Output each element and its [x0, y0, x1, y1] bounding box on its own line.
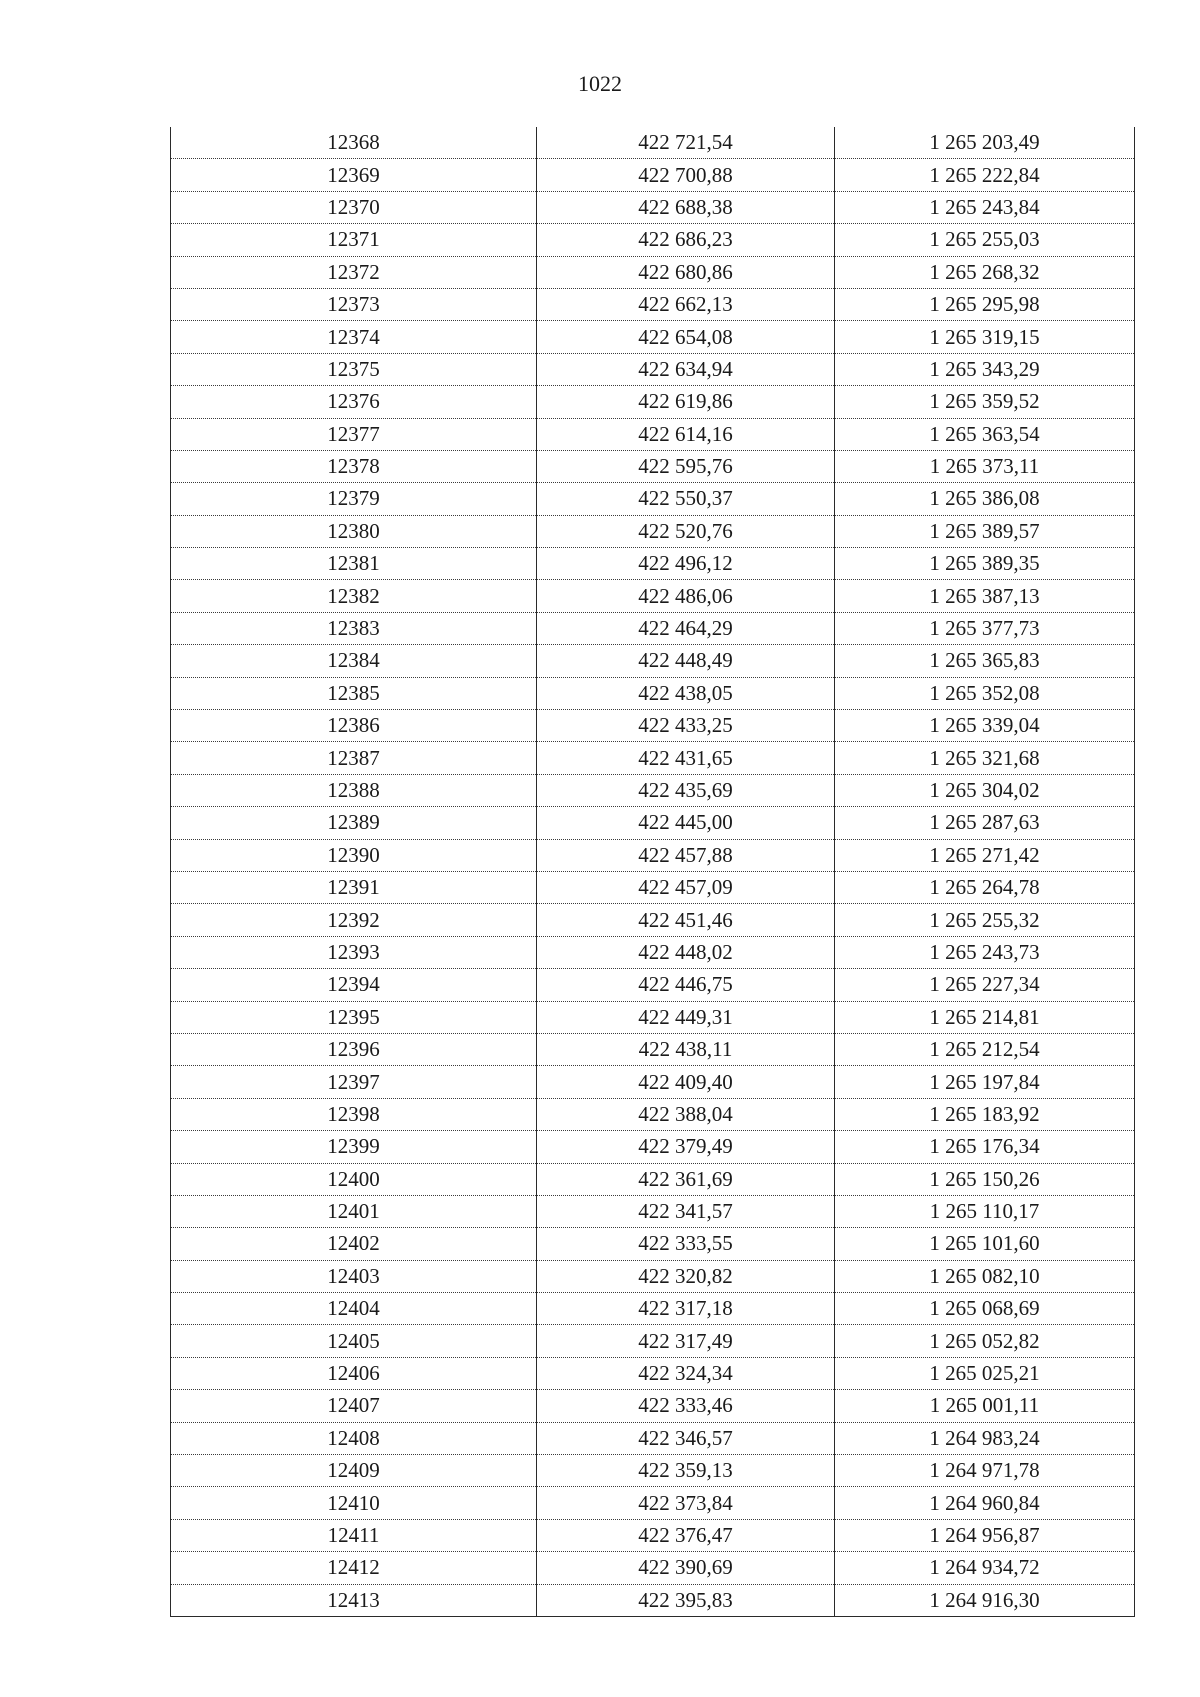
point-number-cell: 12383 [171, 612, 537, 644]
y-coordinate-cell: 1 265 176,34 [835, 1131, 1135, 1163]
x-coordinate-cell: 422 317,18 [537, 1293, 835, 1325]
y-coordinate-cell: 1 265 319,15 [835, 321, 1135, 353]
point-number-cell: 12389 [171, 807, 537, 839]
x-coordinate-cell: 422 451,46 [537, 904, 835, 936]
y-coordinate-cell: 1 265 377,73 [835, 612, 1135, 644]
y-coordinate-cell: 1 265 212,54 [835, 1033, 1135, 1065]
x-coordinate-cell: 422 496,12 [537, 548, 835, 580]
y-coordinate-cell: 1 265 359,52 [835, 386, 1135, 418]
y-coordinate-cell: 1 265 339,04 [835, 710, 1135, 742]
point-number-cell: 12401 [171, 1195, 537, 1227]
table-row [171, 159, 1135, 191]
y-coordinate-cell: 1 264 960,84 [835, 1487, 1135, 1519]
y-coordinate-cell: 1 265 025,21 [835, 1357, 1135, 1389]
x-coordinate-cell: 422 595,76 [537, 450, 835, 482]
y-coordinate-cell: 1 265 365,83 [835, 645, 1135, 677]
table-row [171, 1584, 1135, 1616]
point-number-cell: 12380 [171, 515, 537, 547]
x-coordinate-cell: 422 438,11 [537, 1033, 835, 1065]
table-row [171, 1325, 1135, 1357]
table-row [171, 483, 1135, 515]
x-coordinate-cell: 422 654,08 [537, 321, 835, 353]
x-coordinate-cell: 422 317,49 [537, 1325, 835, 1357]
x-coordinate-cell: 422 438,05 [537, 677, 835, 709]
point-number-cell: 12379 [171, 483, 537, 515]
y-coordinate-cell: 1 265 052,82 [835, 1325, 1135, 1357]
y-coordinate-cell: 1 265 255,32 [835, 904, 1135, 936]
point-number-cell: 12370 [171, 191, 537, 223]
y-coordinate-cell: 1 265 068,69 [835, 1293, 1135, 1325]
y-coordinate-cell: 1 265 150,26 [835, 1163, 1135, 1195]
point-number-cell: 12407 [171, 1390, 537, 1422]
point-number-cell: 12395 [171, 1001, 537, 1033]
point-number-cell: 12388 [171, 774, 537, 806]
table-row [171, 580, 1135, 612]
x-coordinate-cell: 422 379,49 [537, 1131, 835, 1163]
x-coordinate-cell: 422 359,13 [537, 1455, 835, 1487]
x-coordinate-cell: 422 333,55 [537, 1228, 835, 1260]
x-coordinate-cell: 422 346,57 [537, 1422, 835, 1454]
coordinates-table-body [171, 127, 1135, 1616]
y-coordinate-cell: 1 265 110,17 [835, 1195, 1135, 1227]
x-coordinate-cell: 422 700,88 [537, 159, 835, 191]
point-number-cell: 12398 [171, 1098, 537, 1130]
point-number-cell: 12384 [171, 645, 537, 677]
point-number-cell: 12396 [171, 1033, 537, 1065]
x-coordinate-cell: 422 457,88 [537, 839, 835, 871]
y-coordinate-cell: 1 265 287,63 [835, 807, 1135, 839]
point-number-cell: 12394 [171, 969, 537, 1001]
table-row [171, 1293, 1135, 1325]
x-coordinate-cell: 422 431,65 [537, 742, 835, 774]
y-coordinate-cell: 1 265 343,29 [835, 353, 1135, 385]
x-coordinate-cell: 422 409,40 [537, 1066, 835, 1098]
point-number-cell: 12390 [171, 839, 537, 871]
x-coordinate-cell: 422 486,06 [537, 580, 835, 612]
point-number-cell: 12405 [171, 1325, 537, 1357]
x-coordinate-cell: 422 688,38 [537, 191, 835, 223]
point-number-cell: 12374 [171, 321, 537, 353]
point-number-cell: 12373 [171, 288, 537, 320]
table-row [171, 191, 1135, 223]
x-coordinate-cell: 422 448,02 [537, 936, 835, 968]
table-row [171, 904, 1135, 936]
page-number: 1022 [578, 71, 622, 96]
x-coordinate-cell: 422 376,47 [537, 1519, 835, 1551]
point-number-cell: 12372 [171, 256, 537, 288]
y-coordinate-cell: 1 265 352,08 [835, 677, 1135, 709]
x-coordinate-cell: 422 320,82 [537, 1260, 835, 1292]
x-coordinate-cell: 422 435,69 [537, 774, 835, 806]
point-number-cell: 12378 [171, 450, 537, 482]
table-row [171, 774, 1135, 806]
table-row [171, 1066, 1135, 1098]
point-number-cell: 12411 [171, 1519, 537, 1551]
y-coordinate-cell: 1 265 222,84 [835, 159, 1135, 191]
y-coordinate-cell: 1 265 389,57 [835, 515, 1135, 547]
table-row [171, 450, 1135, 482]
table-row [171, 1487, 1135, 1519]
y-coordinate-cell: 1 265 227,34 [835, 969, 1135, 1001]
x-coordinate-cell: 422 721,54 [537, 127, 835, 159]
table-row [171, 321, 1135, 353]
y-coordinate-cell: 1 265 183,92 [835, 1098, 1135, 1130]
x-coordinate-cell: 422 388,04 [537, 1098, 835, 1130]
x-coordinate-cell: 422 373,84 [537, 1487, 835, 1519]
table-row [171, 418, 1135, 450]
table-row [171, 710, 1135, 742]
point-number-cell: 12404 [171, 1293, 537, 1325]
x-coordinate-cell: 422 395,83 [537, 1584, 835, 1616]
y-coordinate-cell: 1 265 001,11 [835, 1390, 1135, 1422]
point-number-cell: 12392 [171, 904, 537, 936]
x-coordinate-cell: 422 550,37 [537, 483, 835, 515]
y-coordinate-cell: 1 265 373,11 [835, 450, 1135, 482]
y-coordinate-cell: 1 265 389,35 [835, 548, 1135, 580]
coordinates-table [170, 127, 1135, 1617]
x-coordinate-cell: 422 433,25 [537, 710, 835, 742]
x-coordinate-cell: 422 446,75 [537, 969, 835, 1001]
x-coordinate-cell: 422 662,13 [537, 288, 835, 320]
x-coordinate-cell: 422 449,31 [537, 1001, 835, 1033]
y-coordinate-cell: 1 264 983,24 [835, 1422, 1135, 1454]
y-coordinate-cell: 1 265 082,10 [835, 1260, 1135, 1292]
table-row [171, 1357, 1135, 1389]
point-number-cell: 12387 [171, 742, 537, 774]
y-coordinate-cell: 1 265 264,78 [835, 871, 1135, 903]
y-coordinate-cell: 1 265 295,98 [835, 288, 1135, 320]
x-coordinate-cell: 422 614,16 [537, 418, 835, 450]
table-row [171, 677, 1135, 709]
table-row [171, 839, 1135, 871]
y-coordinate-cell: 1 265 304,02 [835, 774, 1135, 806]
point-number-cell: 12409 [171, 1455, 537, 1487]
table-row [171, 224, 1135, 256]
point-number-cell: 12371 [171, 224, 537, 256]
point-number-cell: 12369 [171, 159, 537, 191]
x-coordinate-cell: 422 686,23 [537, 224, 835, 256]
x-coordinate-cell: 422 448,49 [537, 645, 835, 677]
table-row [171, 1260, 1135, 1292]
table-row [171, 1552, 1135, 1584]
y-coordinate-cell: 1 265 243,84 [835, 191, 1135, 223]
point-number-cell: 12413 [171, 1584, 537, 1616]
y-coordinate-cell: 1 265 386,08 [835, 483, 1135, 515]
y-coordinate-cell: 1 265 197,84 [835, 1066, 1135, 1098]
table-row [171, 1422, 1135, 1454]
y-coordinate-cell: 1 265 243,73 [835, 936, 1135, 968]
table-row [171, 1519, 1135, 1551]
table-row [171, 127, 1135, 159]
table-row [171, 515, 1135, 547]
point-number-cell: 12376 [171, 386, 537, 418]
x-coordinate-cell: 422 445,00 [537, 807, 835, 839]
x-coordinate-cell: 422 341,57 [537, 1195, 835, 1227]
point-number-cell: 12381 [171, 548, 537, 580]
x-coordinate-cell: 422 680,86 [537, 256, 835, 288]
point-number-cell: 12377 [171, 418, 537, 450]
x-coordinate-cell: 422 333,46 [537, 1390, 835, 1422]
y-coordinate-cell: 1 265 363,54 [835, 418, 1135, 450]
point-number-cell: 12403 [171, 1260, 537, 1292]
y-coordinate-cell: 1 265 268,32 [835, 256, 1135, 288]
y-coordinate-cell: 1 265 255,03 [835, 224, 1135, 256]
point-number-cell: 12402 [171, 1228, 537, 1260]
table-row [171, 353, 1135, 385]
x-coordinate-cell: 422 361,69 [537, 1163, 835, 1195]
table-row [171, 1001, 1135, 1033]
table-row [171, 288, 1135, 320]
table-row [171, 1228, 1135, 1260]
point-number-cell: 12386 [171, 710, 537, 742]
y-coordinate-cell: 1 265 387,13 [835, 580, 1135, 612]
point-number-cell: 12391 [171, 871, 537, 903]
x-coordinate-cell: 422 619,86 [537, 386, 835, 418]
point-number-cell: 12400 [171, 1163, 537, 1195]
y-coordinate-cell: 1 265 214,81 [835, 1001, 1135, 1033]
point-number-cell: 12410 [171, 1487, 537, 1519]
y-coordinate-cell: 1 265 101,60 [835, 1228, 1135, 1260]
point-number-cell: 12406 [171, 1357, 537, 1389]
y-coordinate-cell: 1 264 916,30 [835, 1584, 1135, 1616]
table-row [171, 1131, 1135, 1163]
table-row [171, 1195, 1135, 1227]
point-number-cell: 12382 [171, 580, 537, 612]
y-coordinate-cell: 1 264 956,87 [835, 1519, 1135, 1551]
table-row [171, 548, 1135, 580]
table-row [171, 1033, 1135, 1065]
y-coordinate-cell: 1 265 203,49 [835, 127, 1135, 159]
point-number-cell: 12368 [171, 127, 537, 159]
point-number-cell: 12393 [171, 936, 537, 968]
table-row [171, 1390, 1135, 1422]
x-coordinate-cell: 422 520,76 [537, 515, 835, 547]
y-coordinate-cell: 1 265 271,42 [835, 839, 1135, 871]
point-number-cell: 12385 [171, 677, 537, 709]
table-row [171, 386, 1135, 418]
y-coordinate-cell: 1 264 971,78 [835, 1455, 1135, 1487]
point-number-cell: 12375 [171, 353, 537, 385]
x-coordinate-cell: 422 464,29 [537, 612, 835, 644]
y-coordinate-cell: 1 265 321,68 [835, 742, 1135, 774]
table-row [171, 969, 1135, 1001]
table-row [171, 1098, 1135, 1130]
x-coordinate-cell: 422 634,94 [537, 353, 835, 385]
table-row [171, 936, 1135, 968]
point-number-cell: 12408 [171, 1422, 537, 1454]
table-row [171, 256, 1135, 288]
table-row [171, 871, 1135, 903]
table-row [171, 1163, 1135, 1195]
y-coordinate-cell: 1 264 934,72 [835, 1552, 1135, 1584]
table-row [171, 807, 1135, 839]
table-row [171, 645, 1135, 677]
x-coordinate-cell: 422 324,34 [537, 1357, 835, 1389]
point-number-cell: 12412 [171, 1552, 537, 1584]
point-number-cell: 12399 [171, 1131, 537, 1163]
x-coordinate-cell: 422 457,09 [537, 871, 835, 903]
x-coordinate-cell: 422 390,69 [537, 1552, 835, 1584]
point-number-cell: 12397 [171, 1066, 537, 1098]
table-row [171, 1455, 1135, 1487]
table-row [171, 612, 1135, 644]
table-row [171, 742, 1135, 774]
